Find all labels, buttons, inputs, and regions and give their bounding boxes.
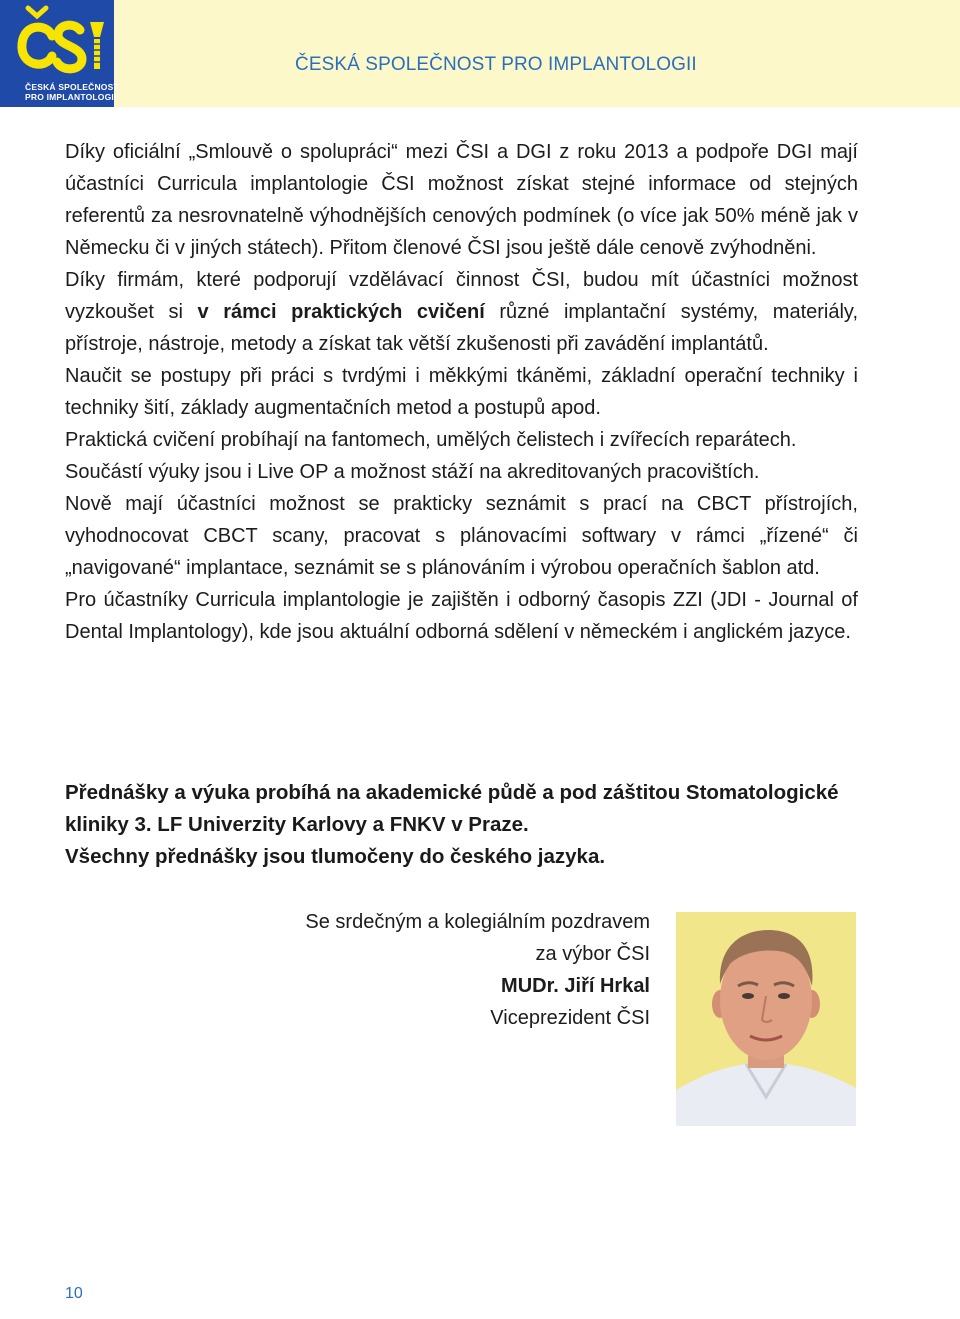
paragraph-practical: Praktická cvičení probíhají na fantomech, umělých čelistech i zvířecích reparátech.: [65, 429, 797, 451]
page-number: 10: [65, 1285, 83, 1302]
paragraph-firms-bold: v rámci praktických cvičení: [197, 301, 485, 323]
portrait-image: [676, 912, 856, 1126]
paragraph-firms-end: různé implantační systémy, materiály, přístroje, nástroje, metody a získat tak větší zkušenosti při zavádění implantátů.: [65, 301, 859, 355]
paragraph-firms: [65, 264, 858, 360]
bold-statement-line2: Všechny přednášky jsou tlumočeny do českého jazyka.: [65, 845, 606, 868]
csi-logo: [0, 0, 119, 107]
bold-statement-line1: Přednášky a výuka probíhá na akademické půdě a pod záštitou Stomatologické kliniky 3. LF Univerzity Karlovy a FNKV v Praze.: [65, 781, 839, 836]
portrait-photo: [676, 912, 856, 1126]
body-text: [65, 136, 858, 648]
page-header: [0, 0, 960, 107]
bold-statement: [65, 777, 865, 873]
signature-role: Viceprezident ČSI: [490, 1007, 650, 1029]
paragraph-live-op: Součástí výuky jsou i Live OP a možnost stáží na akreditovaných pracovištích.: [65, 461, 760, 483]
signature-block: [210, 906, 650, 1034]
signature-greeting: Se srdečným a kolegiálním pozdravem: [305, 911, 650, 933]
paragraph-techniques: Naučit se postupy při práci s tvrdými i měkkými tkáněmi, základní operační techniky i techniky šití, základy augmentačních metod a postupů apod.: [65, 365, 858, 419]
logo-subtitle-line2: PRO IMPLANTOLOGII: [25, 92, 117, 102]
paragraph-firms-start: Díky firmám, které podporují vzdělávací činnost ČSI, budou mít účastníci možnost vyzkoušet si: [65, 269, 858, 323]
paragraph-cbct: Nově mají účastníci možnost se prakticky seznámit s prací na CBCT přístrojích, vyhodnocovat CBCT scany, pracovat s plánovacími softwary v rámci „řízené“ či „navigované“ implantace, seznámit se s plánováním i výrobou operačních šablon atd.: [65, 493, 858, 579]
signature-for: za výbor ČSI: [535, 943, 650, 965]
logo-subtitle-line1: ČESKÁ SPOLEČNOST: [25, 82, 119, 92]
paragraph-journal: Pro účastníky Curricula implantologie je zajištěn i odborný časopis ZZI (JDI - Journal of Dental Implantology), kde jsou aktuální odborná sdělení v německém i anglickém jazyce.: [65, 589, 858, 643]
signature-name: MUDr. Jiří Hrkal: [501, 975, 650, 997]
header-title: ČESKÁ SPOLEČNOST PRO IMPLANTOLOGII: [295, 54, 697, 75]
paragraph-dgi: Díky oficiální „Smlouvě o spolupráci“ mezi ČSI a DGI z roku 2013 a podpoře DGI mají účastníci Curricula implantologie ČSI možnost získat stejné informace od stejných referentů za nesrovnatelně výhodnějších cenových podmínek (o více jak 50% méně jak v Německu či v jiných státech). Přitom členové ČSI jsou ještě dále cenově zvýhodněni.: [65, 141, 858, 259]
